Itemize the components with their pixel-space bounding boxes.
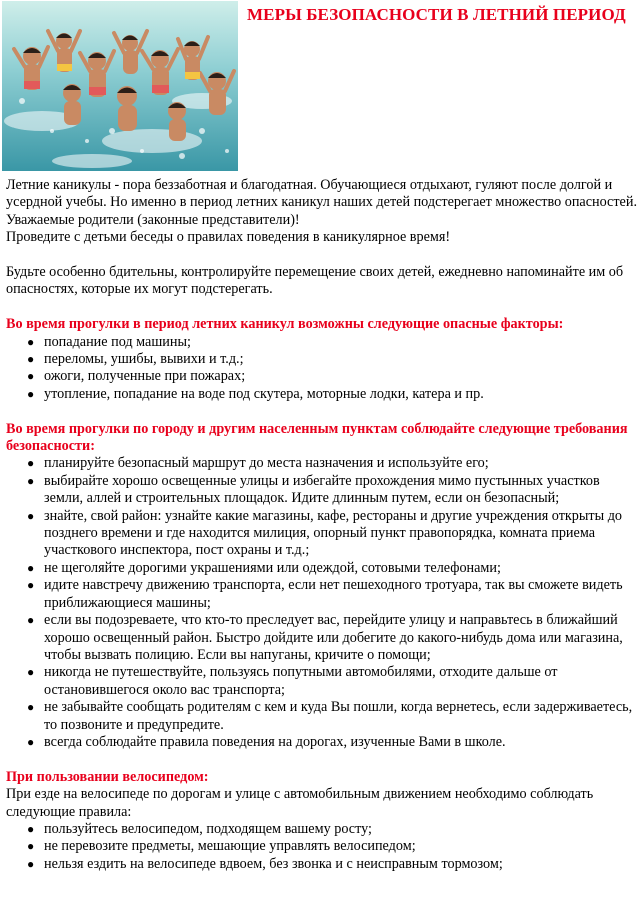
list-item-text: попадание под машины; [44, 333, 191, 350]
bullet-icon: ● [27, 508, 35, 523]
list-item-text: утопление, попадание на воде под скутера, моторные лодки, катера и пр. [44, 385, 484, 402]
list-item [6, 838, 638, 855]
list-item-text: не щеголяйте дорогими украшениями или одеждой, сотовыми телефонами; [44, 559, 501, 576]
list-item-text: переломы, ушибы, вывихи и т.д.; [44, 351, 244, 368]
list-item-text: знайте, свой район: узнайте какие магазины, кафе, рестораны и другие учреждения открыты до позднего времени и где находится милиция, опорный пункт правопорядка, комната приема участкового инспектора, пост охраны и т.д.; [44, 507, 623, 559]
list-item [6, 473, 638, 508]
list-item-text: выбирайте хорошо освещенные улицы и избегайте прохождения мимо пустынных участков земли, аллей и строительных площадок. Идите длинным путем, если он безопасный; [44, 472, 600, 507]
bullet-icon: ● [27, 560, 35, 575]
list-item [6, 455, 638, 472]
list-item [6, 699, 638, 734]
vigilance-paragraph: Будьте особенно бдительны, контролируйте перемещение своих детей, ежедневно напоминайте им об опасностях, которые их могут подстерегать. [6, 264, 624, 298]
list-item [6, 508, 638, 560]
list-item-text: не забывайте сообщать родителям с кем и куда Вы пошли, когда вернетесь, если задерживаетесь, то позвоните и предупредите. [44, 699, 633, 733]
article-body [6, 177, 638, 873]
list-item-text: планируйте безопасный маршрут до места назначения и используйте его; [44, 455, 489, 472]
bullet-icon: ● [27, 473, 35, 488]
list-item-text: пользуйтесь велосипедом, подходящем вашему росту; [44, 820, 372, 837]
list-item-text: никогда не путешествуйте, пользуясь попутными автомобилями, отходите дальше от остановившегося около вас транспорта; [44, 664, 558, 698]
list-item-text: ожоги, полученные при пожарах; [44, 368, 246, 385]
bullet-icon: ● [27, 734, 35, 749]
dangers-list [6, 334, 638, 404]
bicycle-lead-paragraph: При езде на велосипеде по дорогам и улице с автомобильным движением необходимо соблюдать следующие правила: [6, 786, 594, 820]
list-item [6, 386, 638, 403]
spacer [6, 247, 638, 264]
bullet-icon: ● [27, 856, 35, 871]
spacer [6, 299, 638, 316]
spacer [6, 403, 638, 420]
bullet-icon: ● [27, 665, 35, 680]
children-swimming-photo [2, 1, 238, 171]
list-item [6, 577, 638, 612]
intro-paragraph: Летние каникулы - пора беззаботная и благодатная. Обучающиеся отдыхают, гуляют после долгой и усердной учебы. Но именно в период летних каникул наших детей подстерегает множество опасностей. [6, 177, 637, 211]
list-item-text: нельзя ездить на велосипеде вдвоем, без звонка и с неисправным тормозом; [44, 855, 503, 872]
section-heading-bicycle: При пользовании велосипедом: [6, 768, 209, 785]
section-heading-dangers: Во время прогулки в период летних каникул возможны следующие опасные факторы: [6, 316, 564, 333]
bullet-icon: ● [27, 369, 35, 384]
list-item [6, 334, 638, 351]
list-item-text: если вы подозреваете, что кто-то преследует вас, перейдите улицу и направьтесь в ближайший хорошо освещенный район. Быстро дойдите или добегите до какого-нибудь дома или магазина, чтобы вызвать полицию. Если вы напуганы, кричите о помощи; [44, 612, 623, 663]
list-item [6, 821, 638, 838]
bicycle-rules-list [6, 821, 638, 873]
bullet-icon: ● [27, 578, 35, 593]
list-item-text: не перевозите предметы, мешающие управлять велосипедом; [44, 838, 416, 855]
intro-call-to-action: Проведите с детьми беседы о правилах поведения в каникулярное время! [6, 229, 451, 246]
page-title: МЕРЫ БЕЗОПАСНОСТИ В ЛЕТНИЙ ПЕРИОД [247, 5, 626, 24]
list-item [6, 734, 638, 751]
list-item [6, 351, 638, 368]
list-item [6, 612, 638, 664]
bullet-icon: ● [27, 386, 35, 401]
city-rules-list [6, 455, 638, 751]
bullet-icon: ● [27, 352, 35, 367]
bullet-icon: ● [27, 839, 35, 854]
bullet-icon: ● [27, 334, 35, 349]
bullet-icon: ● [27, 613, 35, 628]
parents-address: Уважаемые родители (законные представители)! [6, 211, 300, 228]
list-item-text: всегда соблюдайте правила поведения на дорогах, изученные Вами в школе. [44, 733, 506, 750]
list-item [6, 664, 638, 699]
list-item [6, 368, 638, 385]
section-heading-city-walk: Во время прогулки по городу и другим населенным пунктам соблюдайте следующие требования безопасности: [6, 420, 628, 455]
spacer [6, 751, 638, 768]
list-item [6, 560, 638, 577]
list-item [6, 856, 638, 873]
bullet-icon: ● [27, 700, 35, 715]
list-item-text: идите навстречу движению транспорта, если нет пешеходного тротуара, так вы сможете видеть приближающиеся машины; [44, 577, 623, 611]
bullet-icon: ● [27, 456, 35, 471]
bullet-icon: ● [27, 821, 35, 836]
